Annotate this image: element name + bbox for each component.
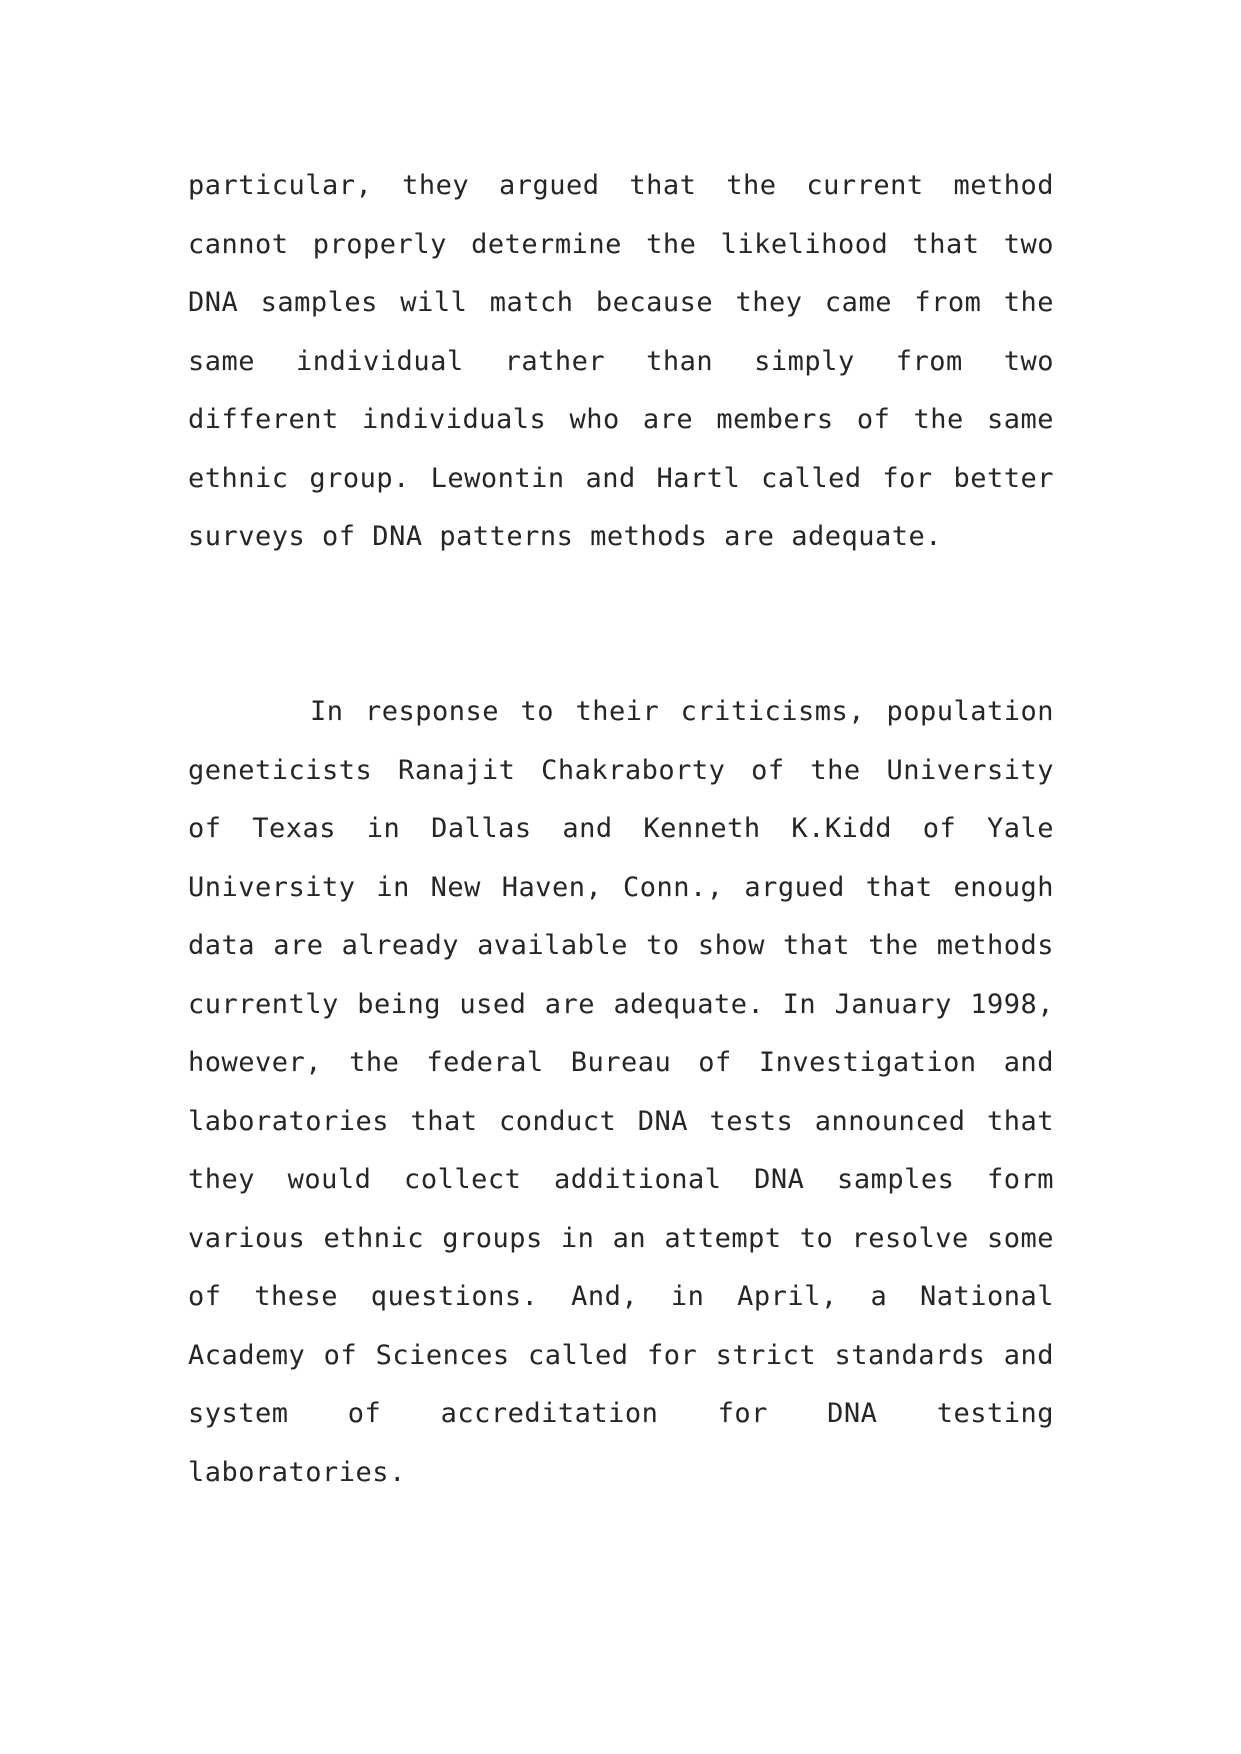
- text-line: ethnic group. Lewontin and Hartl called for better: [188, 462, 1054, 494]
- text-line: of Texas in Dallas and Kenneth K.Kidd of Yale: [188, 813, 1054, 844]
- text-line: data are already available to show that the methods: [188, 930, 1054, 961]
- text-line: In response to their criticisms, population: [310, 696, 1054, 727]
- text-line: currently being used are adequate. In January 1998,: [188, 988, 1054, 1020]
- text-line: Academy of Sciences called for strict standards and: [188, 1339, 1054, 1371]
- text-line: different individuals who are members of the same: [188, 404, 1054, 435]
- text-line: laboratories.: [188, 1456, 406, 1488]
- text-line: various ethnic groups in an attempt to resolve some: [188, 1222, 1054, 1254]
- text-line: DNA samples will match because they came from the: [188, 287, 1054, 318]
- text-line: laboratories that conduct DNA tests announced that: [188, 1105, 1054, 1137]
- text-line: system of accreditation for DNA testing: [188, 1398, 1054, 1429]
- text-line: cannot properly determine the likelihood that two: [188, 228, 1054, 260]
- text-line: however, the federal Bureau of Investigation and: [188, 1047, 1054, 1078]
- text-line: particular, they argued that the current method: [188, 170, 1054, 201]
- paragraph: [188, 683, 1054, 1502]
- text-line: University in New Haven, Conn., argued that enough: [188, 871, 1054, 903]
- text-line: of these questions. And, in April, a National: [188, 1281, 1054, 1312]
- text-line: they would collect additional DNA samples form: [188, 1164, 1054, 1195]
- text-line: surveys of DNA patterns methods are adequate.: [188, 521, 942, 552]
- text-line: geneticists Ranajit Chakraborty of the University: [188, 754, 1054, 786]
- paragraph: [188, 157, 1054, 567]
- text-line: same individual rather than simply from two: [188, 345, 1054, 377]
